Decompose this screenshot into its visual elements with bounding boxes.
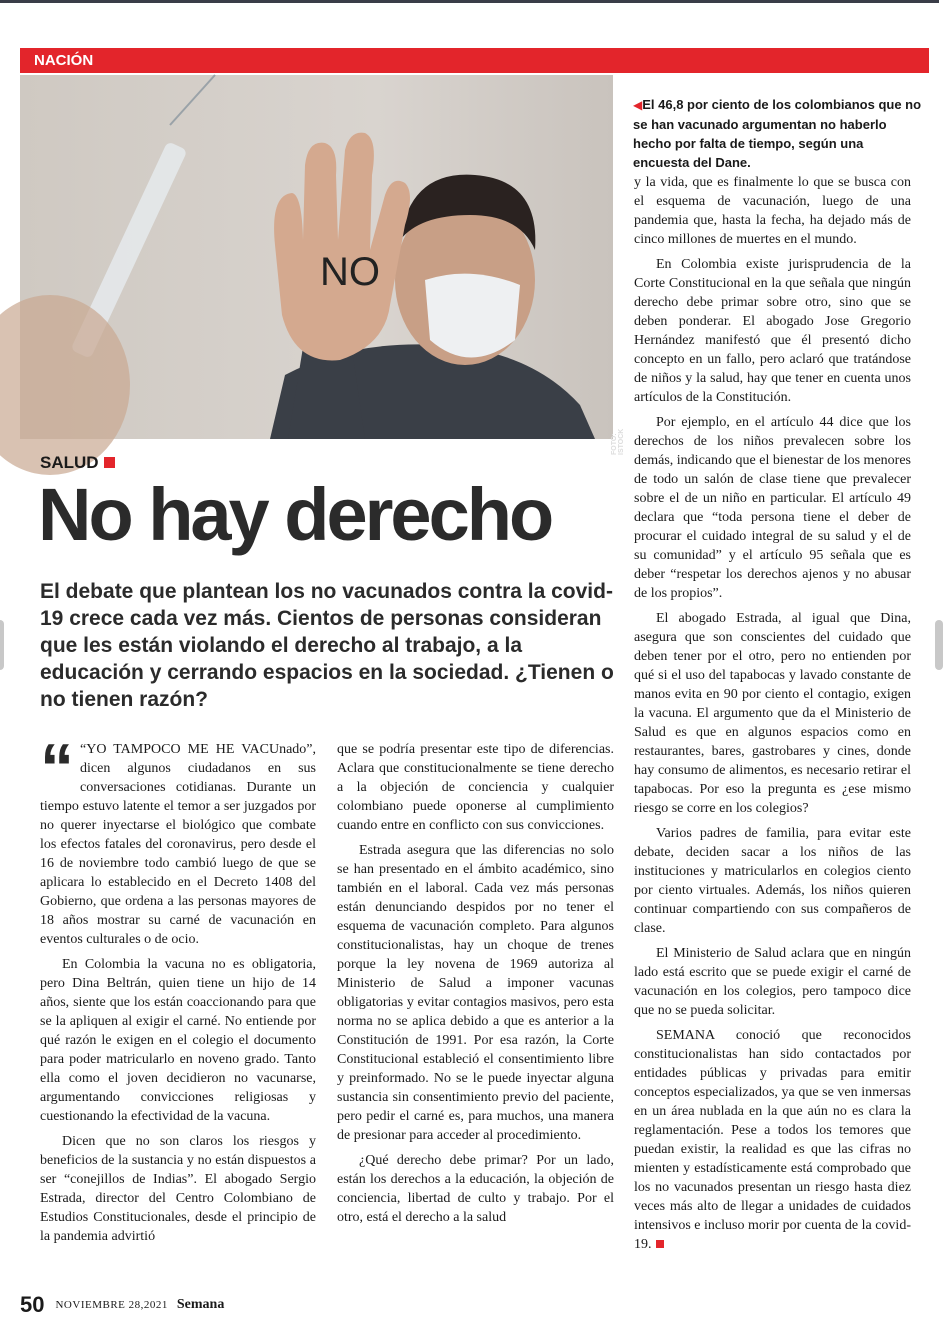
deck: El debate que plantean los no vacunados contra la covid-19 crece cada vez más. Cientos de personas consideran que les están violando el derecho al trabajo, a la educación y cerrando espacios en la sociedad. ¿Tienen o no tienen razón? xyxy=(40,580,614,711)
page-number: 50 xyxy=(20,1292,45,1317)
paragraph: y la vida, que es finalmente lo que se busca con el esquema de vacunación, luego de una pandemia que, hasta la fecha, ha dejado más de cinco millones de muertes en el mundo. xyxy=(634,175,911,247)
paragraph: Varios padres de familia, para evitar este debate, deciden sacar a los niños de las instituciones y matricularlos en colegios ciento por ciento virtuales. Además, los niños quieren continuar compartiendo con sus compañeros de clase. xyxy=(634,826,911,936)
prev-page-handle[interactable] xyxy=(0,620,4,670)
photo-illustration xyxy=(20,75,613,439)
body-column-2 xyxy=(337,740,614,1233)
section-header-bar xyxy=(20,48,929,73)
paragraph xyxy=(634,1026,911,1254)
lead-photo xyxy=(20,75,625,455)
paragraph: que se podría presentar este tipo de diferencias. Aclara que constitucionalmente se tiene derecho a la objeción de conciencia y cualquier colombiano puede oponerse al cumplimiento cuando entre en conflicto con sus convicciones. xyxy=(337,742,614,833)
paragraph: En Colombia existe jurisprudencia de la Corte Constitucional en la que señala que ningún derecho debe primar sobre otro, sino que se deben ponderar. El abogado Jose Gregorio Hernández manifestó que él presentó dicho concepto en un fallo, pero aclaró que tratándose de niños y la salud, hay que tener en cuenta unos artículos de la Constitución. xyxy=(634,257,911,405)
page-footer xyxy=(20,1292,224,1318)
photo-caption xyxy=(633,95,923,172)
issue-date: NOVIEMBRE 28,2021 xyxy=(55,1299,168,1311)
body-column-1 xyxy=(40,730,316,1252)
next-page-handle[interactable] xyxy=(935,620,943,670)
paragraph: El Ministerio de Salud aclara que en ningún lado está escrito que se puede exigir el carné de vacunación en los colegios, pero tampoco dice que no se pueda solicitar. xyxy=(634,946,911,1018)
magazine-name: Semana xyxy=(176,1297,225,1312)
paragraph: Estrada asegura que las diferencias no solo se han presentado en el ámbito académico, sino también en el laboral. Cada vez más personas están denunciando despidos por no tener el esquema de vacunación completo. Para algunos constitucionalistas, hay un choque de trenes porque la ley novena de 1969 autoriza al Ministerio de Salud a imponer vacunas obligatorias y evitar contagios masivos, pero esta norma no se aplica debido a que es anterior a la Constitución de 1991. Por esa razón, la Corte Constitucional estableció el consentimiento libre y preinformado. No se le puede inyectar alguna sustancia sin consentimiento previo del paciente, pero pedir el carné es, para muchos, una manera de presionar para acceder al procedimiento. xyxy=(337,843,614,1143)
paragraph-text: “YO TAMPOCO ME HE VACUnado”, dicen algunos ciudadanos en sus conversaciones cotidianas. Durante un tiempo estuvo latente el temor a ser juzgados por no querer inyectarse el biológico que combate los efectos fatales del coronavirus, pero desde el 16 de noviembre todo cambió luego de que se aplicara lo establecido en el Decreto 1408 del Gobierno, que ordena a las personas mayores de 18 años mostrar su carné de vacunación en eventos culturales o de ocio. xyxy=(40,742,316,947)
caption-pointer-icon: ◀ xyxy=(633,98,643,112)
caption-text: El 46,8 por ciento de los colombianos que no se han vacunado argumentan no haberlo hecho por falta de tiempo, según una encuesta del Dane. xyxy=(633,97,922,170)
paragraph: En Colombia la vacuna no es obligatoria, pero Dina Beltrán, quien tiene un hijo de 14 años, siente que los están coaccionando para que se la apliquen al exigir el carné. No entiende por qué razón le exigen en el colegio el documento para poder matricularlo en noveno grado. Tanto ella como el joven decidieron no vacunarse, argumentando convicciones religiosas y cuestionando la efectividad de la vacuna. xyxy=(40,957,316,1124)
top-edge-bar xyxy=(0,0,939,3)
paragraph-text: SEMANA conoció que reconocidos constitucionalistas han sido contactados por entidades públicas y privadas para emitir conceptos especializados, ya que se ven inmersas en un área nublada en la que aún no es clara la reglamentación. Pese a todos los temores que puedan existir, la realidad es que las cifras no mienten y estadísticamente está comprobado que los no vacunados presentan un riesgo hasta diez veces más alto de llegar a unidades de cuidados intensivos e incluso morir por cuenta de la covid-19. xyxy=(634,1028,911,1252)
paragraph: ¿Qué derecho debe primar? Por un lado, están los derechos a la educación, la objeción de conciencia, libertad de culto y trabajo. Por el otro, está el derecho a la salud xyxy=(337,1153,614,1225)
kicker-label: SALUD xyxy=(40,453,99,472)
hand-text: NO xyxy=(320,250,380,294)
paragraph: Por ejemplo, en el artículo 44 dice que los derechos de los niños prevalecen sobre los demás, indicando que el bienestar de los menores de todo un salón de clase tiene que prevalecer sobre el de un niño en particular. El artículo 49 declara que “toda persona tiene el deber de procurar el cuidado integral de su salud y el de su comunidad” y el artículo 95 señala que es deber “respetar los derechos ajenos y no abusar de los propios”. xyxy=(634,415,911,601)
drop-quote-icon: “ xyxy=(40,730,74,806)
paragraph xyxy=(40,730,316,949)
headline: No hay derecho xyxy=(38,473,552,556)
section-label: NACIÓN xyxy=(34,52,94,69)
paragraph: El abogado Estrada, al igual que Dina, asegura que son conscientes del cuidado que deben tener por el otro, pero no entienden por qué si el uso del tapabocas y lavado constante de manos evita en 90 por ciento el contagio, exigen la vacuna. El argumento que da el Ministerio de Salud es que en algunos espacios como en restaurantes, bares, gastrobares y cines, donde hay consumo de alimentos, es necesario retirar el tapabocas. Por eso la pregunta es ¿ese mismo riesgo se corre en los colegios? xyxy=(634,611,911,816)
body-column-3 xyxy=(634,173,911,1260)
photo-credit: FOTO: ISTOCK xyxy=(611,428,625,455)
paragraph: Dicen que no son claros los riesgos y beneficios de la sustancia y no están dispuestos a ser “conejillos de Indias”. El abogado Sergio Estrada, director del Centro Colombiano de Estudios Constitucionales, desde el principio de la pandemia advirtió xyxy=(40,1134,316,1244)
end-mark-icon xyxy=(656,1240,664,1248)
